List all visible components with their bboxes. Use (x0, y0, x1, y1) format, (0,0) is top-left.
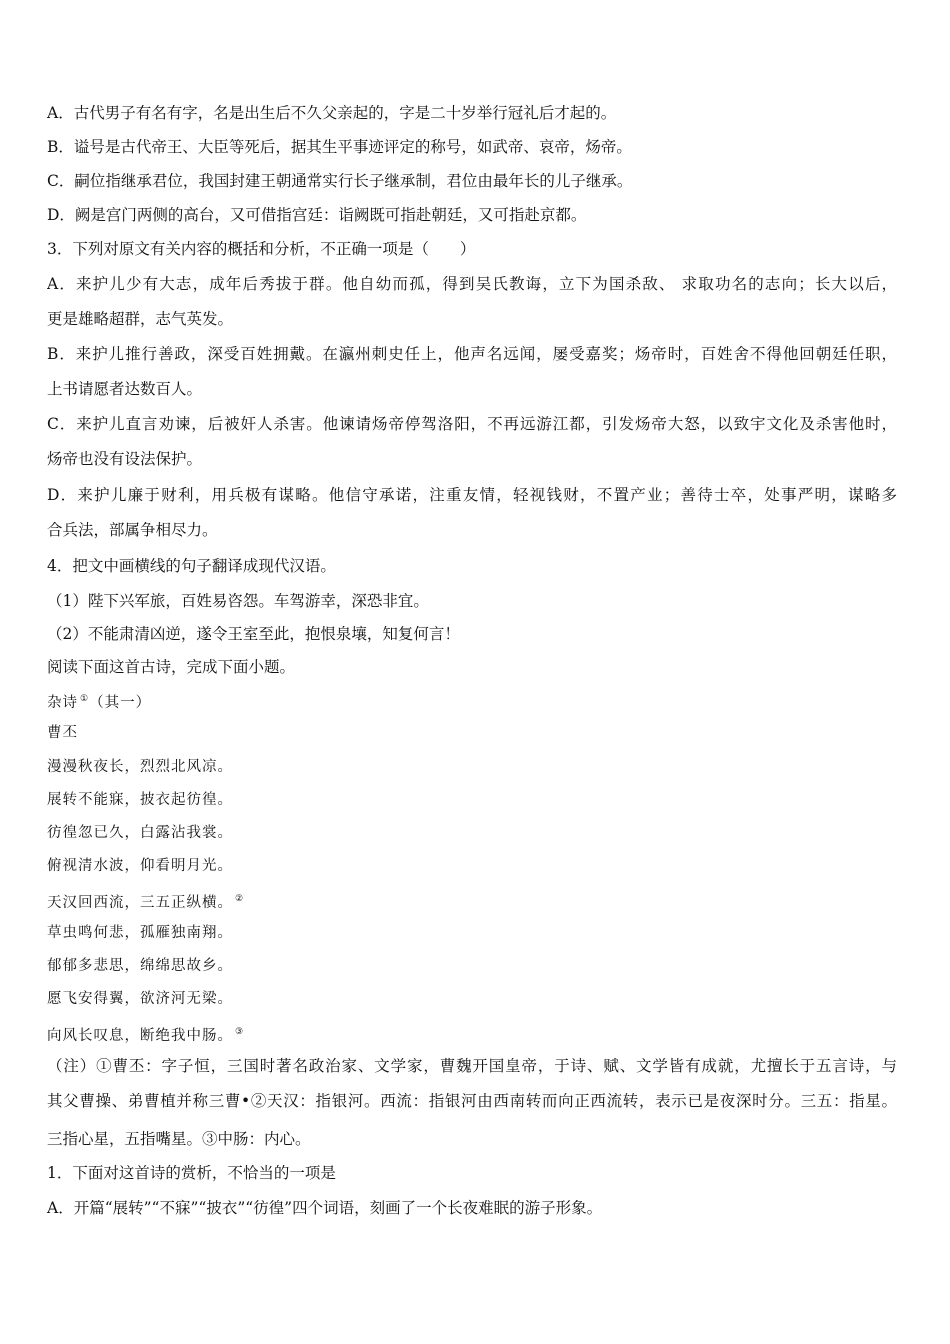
text-line (47, 485, 897, 505)
line-text: （注）①曹丕：字子恒，三国时著名政治家、文学家，曹魏开国皇帝，于诗、赋、文学皆有成就，尤擅长于五言诗，与 (47, 1057, 897, 1075)
line-text: 合兵法，部属争相尽力。 (47, 521, 218, 539)
poem-line (47, 723, 897, 743)
text-line (47, 1056, 897, 1076)
text-line (47, 624, 897, 644)
line-text: 三指心星，五指嘴星。③中肠：内心。 (47, 1130, 311, 1148)
line-text: A．开篇“展转”“不寐”“披衣”“彷徨”四个词语，刻画了一个长夜难眠的游子形象。 (47, 1199, 603, 1217)
line-text: （2）不能肃清凶逆，遂令王室至此，抱恨泉壤，知复何言！ (47, 625, 460, 643)
text-line (47, 1129, 897, 1149)
line-text: 1．下面对这首诗的赏析，不恰当的一项是 (47, 1164, 336, 1182)
poem-line (47, 689, 897, 713)
poem-line (47, 856, 897, 876)
text-line (47, 344, 897, 364)
subtitle-text: （其一） (89, 695, 152, 711)
line-text: 3．下列对原文有关内容的概括和分析，不正确一项是（ ） (47, 240, 476, 258)
poem-line (47, 1022, 897, 1046)
footnote-marker: ② (235, 894, 245, 904)
text-line (47, 449, 897, 469)
poem-line (47, 757, 897, 777)
text-line (47, 520, 897, 540)
text-line (47, 103, 897, 123)
text-line (47, 137, 897, 157)
line-text: 天汉回西流，三五正纵横。 (47, 895, 233, 911)
text-line (47, 274, 897, 294)
text-line (47, 657, 897, 677)
text-line (47, 309, 897, 329)
text-line (47, 1091, 897, 1111)
poem-line (47, 889, 897, 913)
poem-line (47, 956, 897, 976)
line-text: 4．把文中画横线的句子翻译成现代汉语。 (47, 557, 336, 575)
text-line (47, 556, 897, 576)
line-text: 俯视清水波，仰看明月光。 (47, 858, 233, 874)
line-text: D．来护儿廉于财利，用兵极有谋略。他信守承诺，注重友情，轻视钱财，不置产业；善待士卒，处事严明，谋略多 (47, 486, 897, 504)
text-line (47, 1163, 897, 1183)
line-text: 更是雄略超群，志气英发。 (47, 310, 234, 328)
text-line (47, 591, 897, 611)
line-text: C．来护儿直言劝谏，后被奸人杀害。他谏请炀帝停驾洛阳，不再远游江都，引发炀帝大怒，以致宇文化及杀害他时， (47, 415, 897, 433)
line-text: 彷徨忽已久，白露沾我裳。 (47, 825, 233, 841)
text-line (47, 171, 897, 191)
line-text: （1）陛下兴军旅，百姓易咨怨。车驾游幸，深恐非宜。 (47, 592, 429, 610)
line-text: 其父曹操、弟曹植并称三曹•②天汉：指银河。西流：指银河由西南转而向正西流转，表示已是夜深时分。三五：指星。 (47, 1092, 897, 1110)
text-line (47, 1198, 897, 1218)
footnote-marker: ③ (235, 1027, 245, 1037)
poem-line (47, 923, 897, 943)
line-text: C．嗣位指继承君位，我国封建王朝通常实行长子继承制，君位由最年长的儿子继承。 (47, 172, 633, 190)
text-line (47, 205, 897, 225)
line-text: 阅读下面这首古诗，完成下面小题。 (47, 658, 296, 676)
line-text: B．来护儿推行善政，深受百姓拥戴。在瀛州刺史任上，他声名远闻，屡受嘉奖；炀帝时，百姓舍不得他回朝廷任职， (47, 345, 897, 363)
poem-line (47, 823, 897, 843)
poem-line (47, 790, 897, 810)
line-text: 愿飞安得翼，欲济河无梁。 (47, 991, 233, 1007)
line-text: 草虫鸣何悲，孤雁独南翔。 (47, 925, 233, 941)
line-text: 郁郁多悲思，绵绵思故乡。 (47, 958, 233, 974)
line-text: 向风长叹息，断绝我中肠。 (47, 1028, 233, 1044)
line-text: 漫漫秋夜长，烈烈北风凉。 (47, 759, 233, 775)
footnote-marker: ① (80, 694, 90, 704)
line-text: A．古代男子有名有字，名是出生后不久父亲起的，字是二十岁举行冠礼后才起的。 (47, 104, 617, 122)
line-text: D．阙是宫门两侧的高台，又可借指宫廷：诣阙既可指赴朝廷，又可指赴京都。 (47, 206, 587, 224)
line-text: 展转不能寐，披衣起彷徨。 (47, 792, 233, 808)
line-text: 上书请愿者达数百人。 (47, 380, 203, 398)
text-line (47, 414, 897, 434)
poem-line (47, 989, 897, 1009)
line-text: 曹丕 (47, 725, 78, 741)
line-text: 炀帝也没有设法保护。 (47, 450, 203, 468)
text-line (47, 379, 897, 399)
line-text: A．来护儿少有大志，成年后秀拔于群。他自幼而孤，得到吴氏教诲，立下为国杀敌、 求取功名的志向；长大以后， (47, 275, 897, 293)
text-line (47, 239, 897, 259)
line-text: 杂诗 (47, 695, 78, 711)
line-text: B．谥号是古代帝王、大臣等死后，据其生平事迹评定的称号，如武帝、哀帝，炀帝。 (47, 138, 632, 156)
